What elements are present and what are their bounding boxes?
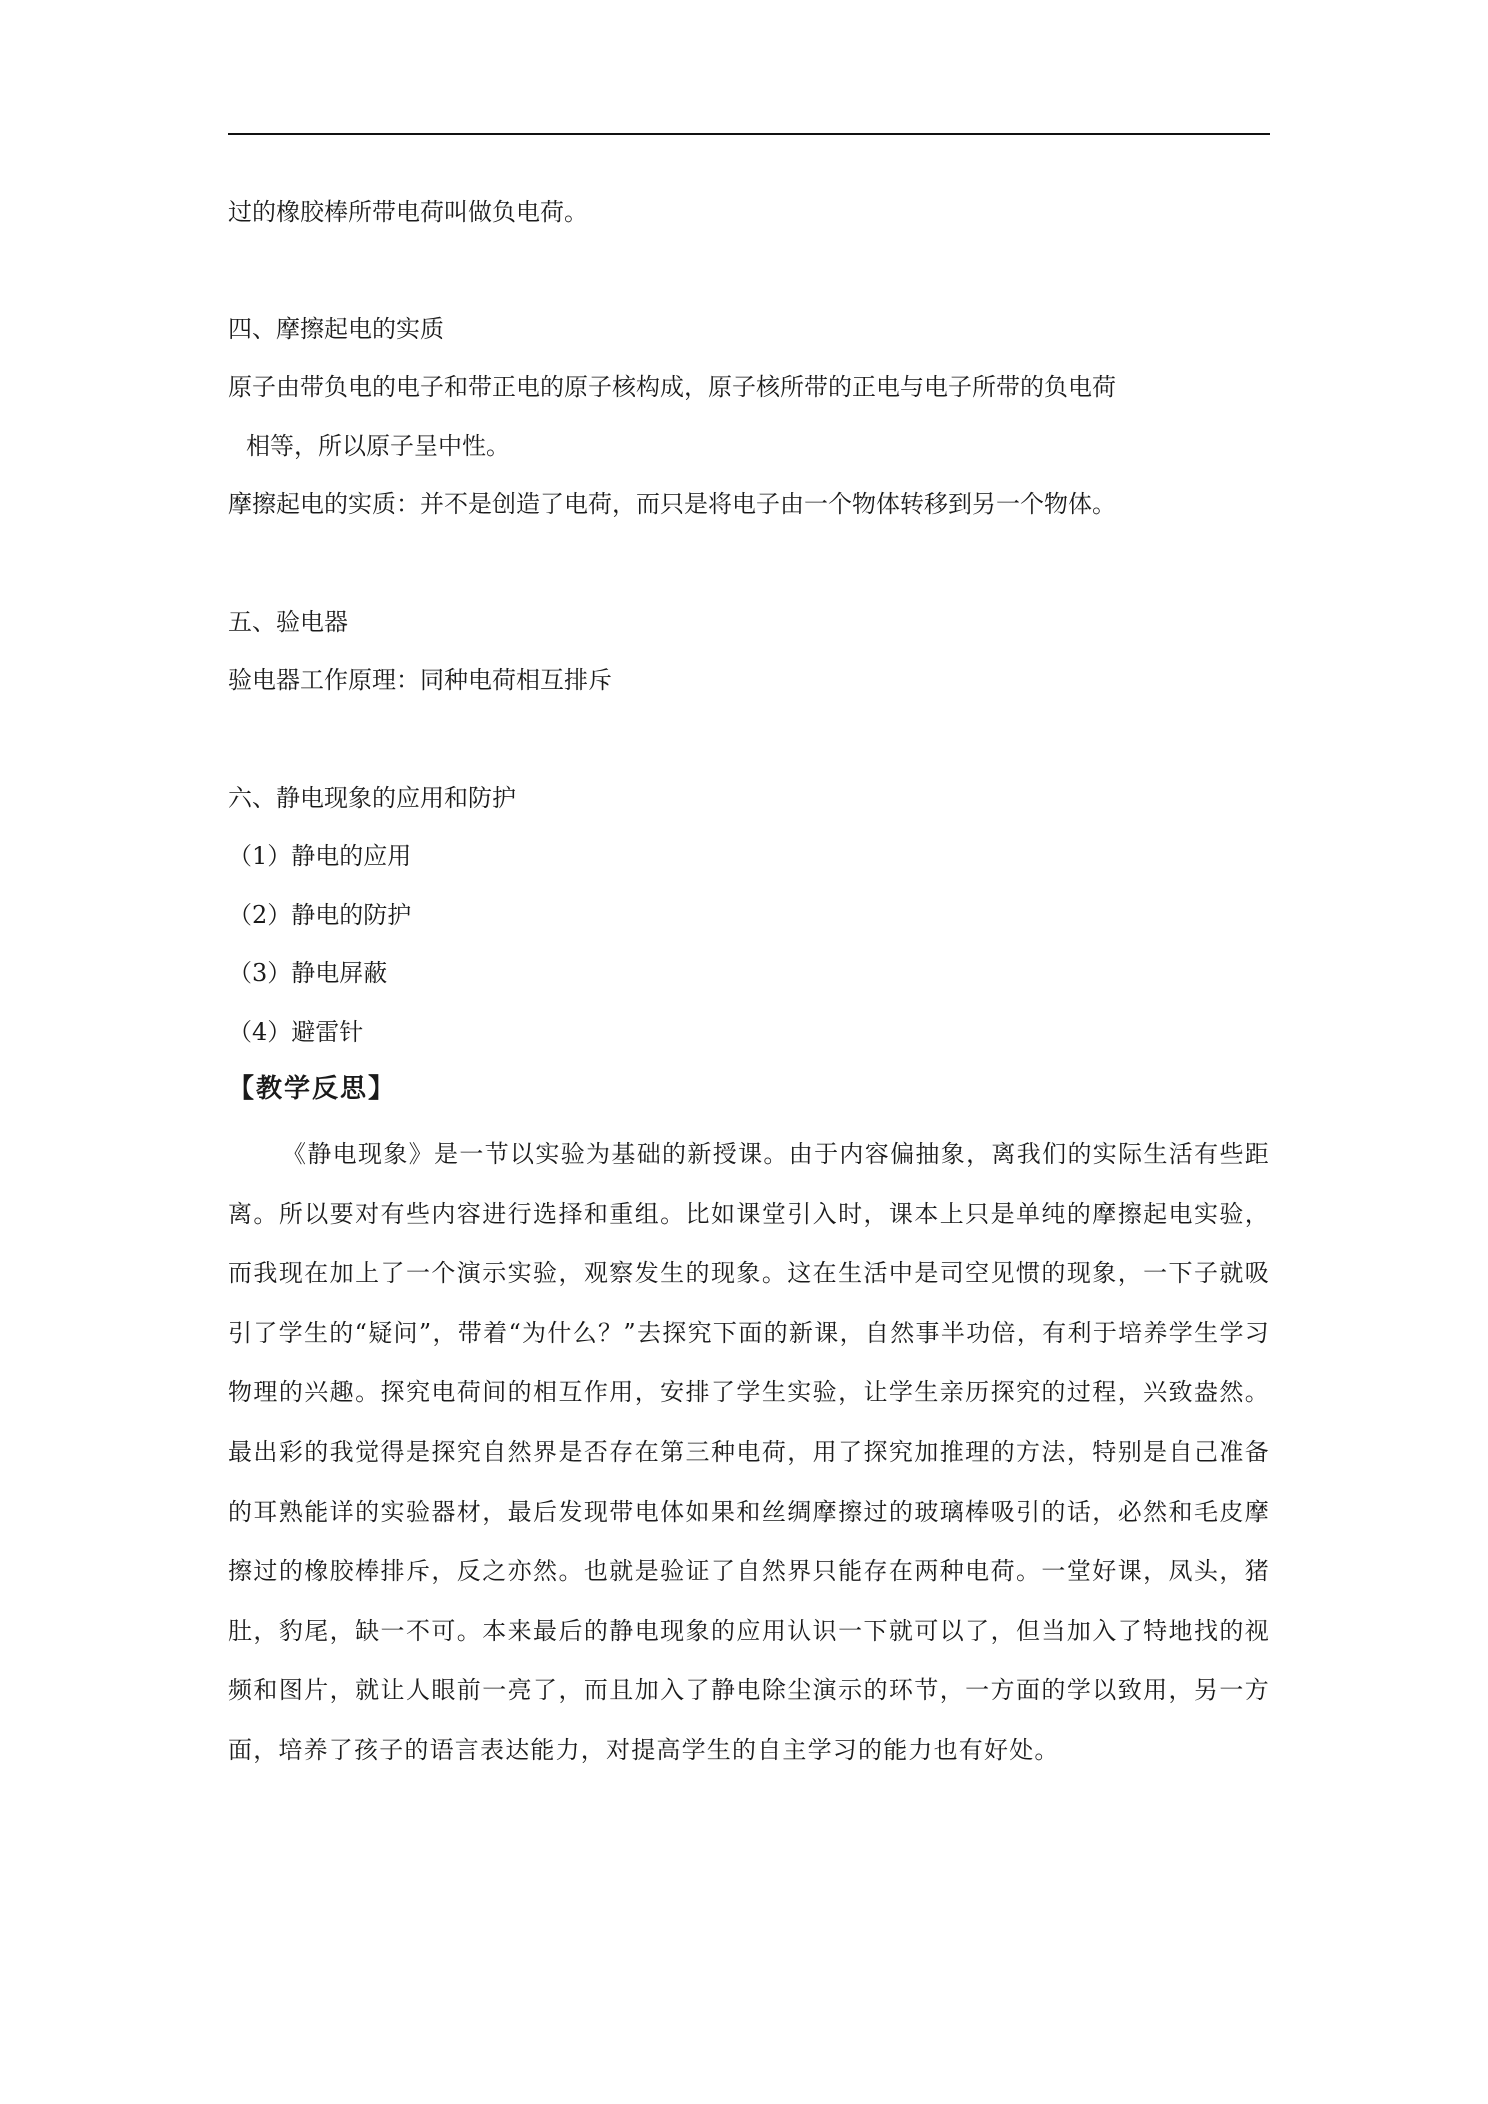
continuation-line: 过的橡胶棒所带电荷叫做负电荷。 [228, 198, 588, 226]
section-6-item-1: （1）静电的应用 [228, 842, 412, 870]
section-5-line-1: 验电器工作原理：同种电荷相互排斥 [228, 666, 612, 694]
section-4-line-2: 相等，所以原子呈中性。 [246, 432, 510, 460]
section-6-heading: 六、静电现象的应用和防护 [228, 784, 516, 812]
reflection-heading: 【教学反思】 [228, 1074, 397, 1104]
section-6-item-4: （4）避雷针 [228, 1018, 364, 1046]
reflection-paragraph: 《静电现象》是一节以实验为基础的新授课。由于内容偏抽象，离我们的实际生活有些距离。所以要对有些内容进行选择和重组。比如课堂引入时，课本上只是单纯的摩擦起电实验，而我现在加上了一个演示实验，观察发生的现象。这在生活中是司空见惯的现象，一下子就吸引了学生的“疑问”，带着“为什么？”去探究下面的新课，自然事半功倍，有利于培养学生学习物理的兴趣。探究电荷间的相互作用，安排了学生实验，让学生亲历探究的过程，兴致盎然。最出彩的我觉得是探究自然界是否存在第三种电荷，用了探究加推理的方法，特别是自己准备的耳熟能详的实验器材，最后发现带电体如果和丝绸摩擦过的玻璃棒吸引的话，必然和毛皮摩擦过的橡胶棒排斥，反之亦然。也就是验证了自然界只能存在两种电荷。一堂好课，凤头，猪肚，豹尾，缺一不可。本来最后的静电现象的应用认识一下就可以了，但当加入了特地找的视频和图片，就让人眼前一亮了，而且加入了静电除尘演示的环节，一方面的学以致用，另一方面，培养了孩子的语言表达能力，对提高学生的自主学习的能力也有好处。 [228, 1140, 1270, 1764]
section-6-item-2: （2）静电的防护 [228, 901, 412, 929]
section-4-heading: 四、摩擦起电的实质 [228, 315, 444, 343]
section-6-item-3: （3）静电屏蔽 [228, 959, 388, 987]
section-4-line-1: 原子由带负电的电子和带正电的原子核构成，原子核所带的正电与电子所带的负电荷 [228, 373, 1116, 401]
header-rule [228, 133, 1270, 135]
section-5-heading: 五、验电器 [228, 608, 348, 636]
section-4-line-3: 摩擦起电的实质：并不是创造了电荷，而只是将电子由一个物体转移到另一个物体。 [228, 490, 1116, 518]
